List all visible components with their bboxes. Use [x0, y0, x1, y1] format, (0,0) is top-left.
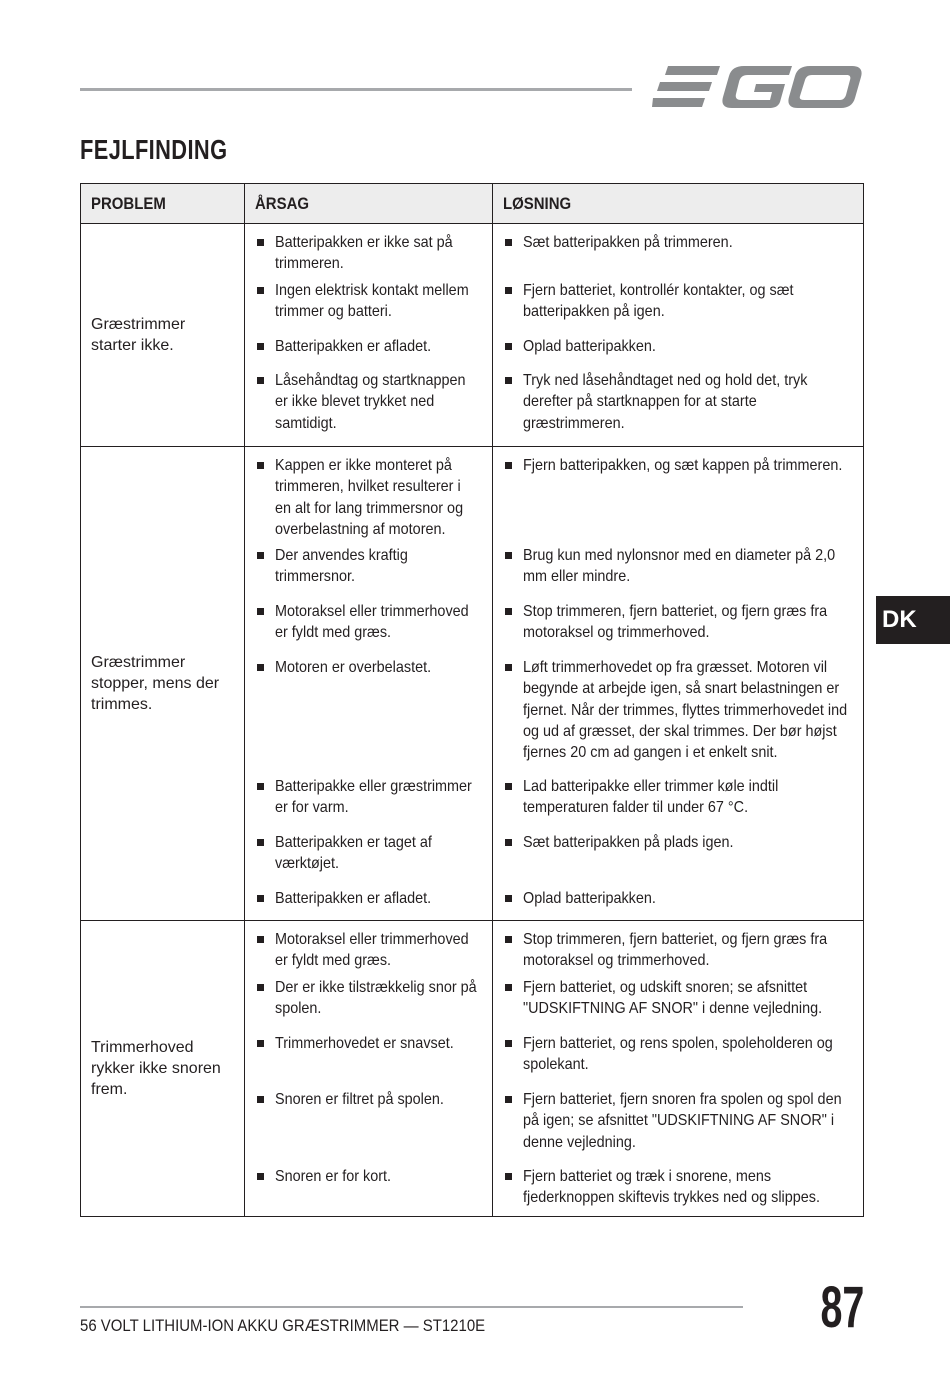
header-problem [81, 184, 245, 224]
problem-cell [81, 447, 245, 921]
solution-text: Fjern batteriet, fjern snoren fra spolen og spol den på igen; se afsnittet "UDSKIFTNING AF SNOR" i denne vejledning. [523, 1091, 842, 1151]
table-row [81, 921, 864, 1217]
problem-text: Trimmerhoved rykker ikke snoren frem. [91, 1039, 221, 1098]
header-solution [493, 184, 864, 224]
list-item [493, 370, 863, 446]
list-item [245, 657, 492, 776]
cause-text: Der anvendes kraftig trimmersnor. [275, 547, 408, 586]
bullet-icon [257, 343, 264, 350]
bullet-icon [505, 343, 512, 350]
cause-text: Motoraksel eller trimmerhoved er fyldt med græs. [275, 603, 469, 642]
bullet-icon [505, 664, 512, 671]
bullet-icon [257, 936, 264, 943]
list-item [493, 601, 863, 657]
bullet-icon [257, 462, 264, 469]
solution-text: Stop trimmeren, fjern batteriet, og fjern græs fra motoraksel og trimmerhoved. [523, 603, 828, 642]
bullet-icon [505, 608, 512, 615]
problem-text: Græstrimmer starter ikke. [91, 316, 186, 354]
cause-text: Batteripakken er ikke sat på trimmeren. [275, 234, 453, 273]
table-header-row [81, 184, 864, 224]
cause-cell [245, 447, 493, 921]
solution-cell [493, 447, 864, 921]
list-item [493, 224, 863, 280]
bullet-icon [505, 839, 512, 846]
bullet-icon [505, 239, 512, 246]
table-row [81, 447, 864, 921]
solution-text: Stop trimmeren, fjern batteriet, og fjern græs fra motoraksel og trimmerhoved. [523, 931, 828, 970]
list-item [245, 888, 492, 920]
bullet-icon [257, 1096, 264, 1103]
list-item [493, 280, 863, 336]
problem-cell [81, 921, 245, 1217]
list-item [493, 1033, 863, 1089]
bullet-icon [257, 984, 264, 991]
list-item [493, 776, 863, 832]
cause-text: Låsehåndtag og startknappen er ikke blevet trykket ned samtidigt. [275, 372, 466, 432]
page-number: 87 [820, 1275, 865, 1340]
bullet-icon [505, 1040, 512, 1047]
list-item [245, 776, 492, 832]
list-item [245, 280, 492, 336]
troubleshooting-table [80, 183, 864, 1217]
bullet-icon [505, 984, 512, 991]
header-cause [245, 184, 493, 224]
bullet-icon [505, 895, 512, 902]
bullet-icon [257, 552, 264, 559]
list-item [493, 832, 863, 888]
problem-text: Græstrimmer stopper, mens der trimmes. [91, 654, 220, 713]
bullet-icon [257, 1173, 264, 1180]
list-item [245, 1089, 492, 1166]
table-row [81, 224, 864, 447]
cause-text: Ingen elektrisk kontakt mellem trimmer og batteri. [275, 282, 469, 321]
bullet-icon [505, 377, 512, 384]
bullet-icon [257, 664, 264, 671]
cause-text: Batteripakke eller græstrimmer er for varm. [275, 778, 472, 817]
cause-text: Batteripakken er afladet. [275, 338, 432, 355]
bullet-icon [505, 287, 512, 294]
bullet-icon [505, 552, 512, 559]
ego-logo [652, 62, 862, 112]
list-item [245, 545, 492, 601]
cause-cell [245, 921, 493, 1217]
cause-cell [245, 224, 493, 447]
solution-text: Lad batteripakke eller trimmer køle indtil temperaturen falder til under 67 °C. [523, 778, 779, 817]
bullet-icon [257, 1040, 264, 1047]
list-item [493, 1089, 863, 1166]
bullet-icon [505, 1173, 512, 1180]
bullet-icon [257, 895, 264, 902]
bullet-icon [257, 287, 264, 294]
header-cause-label: ÅRSAG [255, 193, 310, 213]
list-item [493, 447, 863, 545]
list-item [245, 336, 492, 370]
list-item [245, 601, 492, 657]
header-problem-label: PROBLEM [91, 193, 166, 213]
cause-text: Batteripakken er afladet. [275, 890, 432, 907]
solution-text: Oplad batteripakken. [523, 338, 656, 355]
list-item [493, 1166, 863, 1216]
solution-text: Sæt batteripakken på plads igen. [523, 834, 734, 851]
page-title: FEJLFINDING [80, 134, 228, 165]
cause-text: Motoren er overbelastet. [275, 659, 432, 676]
list-item [493, 545, 863, 601]
footer-text: 56 VOLT LITHIUM-ION AKKU GRÆSTRIMMER — ST1210E [80, 1316, 486, 1335]
problem-cell [81, 224, 245, 447]
list-item [493, 921, 863, 977]
solution-text: Fjern batteriet, kontrollér kontakter, og sæt batteripakken på igen. [523, 282, 794, 321]
solution-text: Tryk ned låsehåndtaget ned og hold det, tryk derefter på startknappen for at starte græstrimmeren. [523, 372, 808, 432]
bullet-icon [257, 239, 264, 246]
list-item [493, 888, 863, 920]
footer-rule [80, 1306, 743, 1308]
solution-text: Sæt batteripakken på trimmeren. [523, 234, 733, 251]
solution-text: Løft trimmerhovedet op fra græsset. Motoren vil begynde at arbejde igen, så snart belastningen er fjernet. Når der trimmes, flyttes trimmerhovedet ind og ud af græsset, der skal trimmes. Der bør højst fjernes 20 cm ad gangen i et enkelt snit. [523, 659, 848, 762]
cause-text: Kappen er ikke monteret på trimmeren, hvilket resulterer i en alt for lang trimmersnor og overbelastning af motoren. [275, 457, 464, 538]
bullet-icon [257, 783, 264, 790]
bullet-icon [505, 462, 512, 469]
bullet-icon [257, 608, 264, 615]
solution-text: Fjern batteriet, og rens spolen, spoleholderen og spolekant. [523, 1035, 833, 1074]
list-item [245, 832, 492, 888]
list-item [245, 977, 492, 1033]
list-item [493, 977, 863, 1033]
solution-text: Fjern batteripakken, og sæt kappen på trimmeren. [523, 457, 843, 474]
cause-text: Snoren er filtret på spolen. [275, 1091, 444, 1108]
bullet-icon [505, 936, 512, 943]
cause-text: Snoren er for kort. [275, 1168, 392, 1185]
list-item [245, 370, 492, 446]
list-item [493, 336, 863, 370]
cause-text: Trimmerhovedet er snavset. [275, 1035, 454, 1052]
list-item [245, 224, 492, 280]
bullet-icon [257, 839, 264, 846]
solution-cell [493, 921, 864, 1217]
list-item [245, 1033, 492, 1089]
bullet-icon [257, 377, 264, 384]
cause-text: Batteripakken er taget af værktøjet. [275, 834, 432, 873]
header-rule [80, 88, 632, 91]
list-item [245, 1166, 492, 1216]
bullet-icon [505, 1096, 512, 1103]
solution-text: Fjern batteriet og træk i snorene, mens fjederknoppen skiftevis trykkes ned og slippes. [523, 1168, 820, 1207]
list-item [245, 921, 492, 977]
solution-text: Fjern batteriet, og udskift snoren; se afsnittet "UDSKIFTNING AF SNOR" i denne vejledning. [523, 979, 823, 1018]
solution-text: Oplad batteripakken. [523, 890, 656, 907]
bullet-icon [505, 783, 512, 790]
solution-text: Brug kun med nylonsnor med en diameter på 2,0 mm eller mindre. [523, 547, 836, 586]
header-solution-label: LØSNING [503, 193, 572, 213]
cause-text: Der er ikke tilstrækkelig snor på spolen. [275, 979, 477, 1018]
list-item [493, 657, 863, 776]
solution-cell [493, 224, 864, 447]
cause-text: Motoraksel eller trimmerhoved er fyldt med græs. [275, 931, 469, 970]
list-item [245, 447, 492, 545]
language-tab: DK [876, 596, 950, 644]
